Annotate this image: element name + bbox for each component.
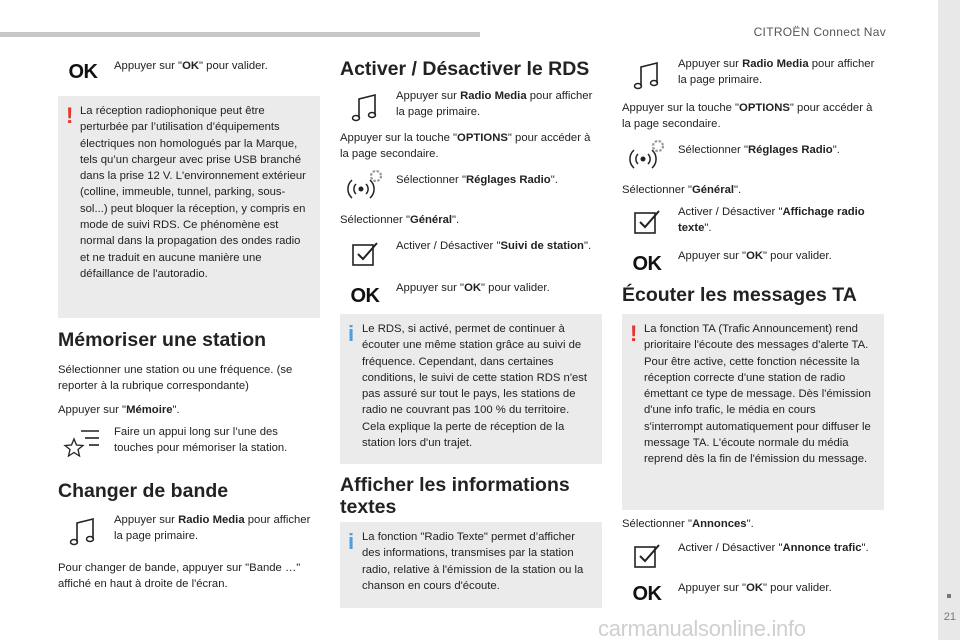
step-text: Activer / Désactiver "Annonce trafic". <box>678 542 869 554</box>
info-text: La fonction "Radio Texte" permet d’afficher des informations, transmises par la station radio, relative à l'émission de la station ou la chanson en cours d'écoute. <box>362 531 584 592</box>
step-text: Appuyer sur Radio Media pour afficher la page primaire. <box>678 58 875 86</box>
checkbox-icon <box>622 536 672 576</box>
paragraph: Pour changer de bande, appuyer sur "Bande …" affiché en haut à droite de l'écran. <box>58 562 301 590</box>
ok-icon: OK <box>68 60 98 83</box>
warning-note <box>58 96 320 318</box>
watermark: carmanualsonline.info <box>598 616 806 641</box>
step-text: Activer / Désactiver "Suivi de station". <box>396 240 592 252</box>
step-text: Appuyer sur Radio Media pour afficher la page primaire. <box>114 514 311 542</box>
warning-note <box>622 314 884 510</box>
step-text: Sélectionner "Réglages Radio". <box>678 144 840 156</box>
music-note-icon <box>58 512 108 552</box>
warning-icon: ! <box>630 321 638 346</box>
step-text: Appuyer sur "OK" pour valider. <box>678 250 832 262</box>
info-note <box>340 314 602 464</box>
page-marker <box>947 594 951 598</box>
section-title: Afficher les informations textes <box>340 474 570 518</box>
settings-radio-icon <box>622 136 672 176</box>
header-title: CITROËN Connect Nav <box>753 25 886 39</box>
checkbox-icon <box>340 234 390 274</box>
section-title: Changer de bande <box>58 480 229 502</box>
paragraph: Sélectionner "Général". <box>340 214 460 226</box>
warning-icon: ! <box>66 103 74 128</box>
page-number: 21 <box>943 611 956 623</box>
info-icon: i <box>348 529 355 554</box>
paragraph: Appuyer sur la touche "OPTIONS" pour accéder à la page secondaire. <box>340 132 591 160</box>
warning-text: La réception radiophonique peut être perturbée par l’utilisation d’équipements électriques non homologués par la Marque, tels qu’un chargeur avec prise USB branché dans la prise 12 V. L'environnement extérieur (colline, immeuble, tunnel, parking, sous-sol...) peut bloquer la réception, y compris en mode de suivi RDS. Ce phénomène est normal dans la propagation des ondes radio et ne traduit en aucune manière une défaillance de l'autoradio. <box>80 105 306 280</box>
paragraph: Appuyer sur la touche "OPTIONS" pour accéder à la page secondaire. <box>622 102 873 130</box>
section-title: Écouter les messages TA <box>622 284 857 306</box>
checkbox-icon <box>622 202 672 242</box>
paragraph: Sélectionner une station ou une fréquence. (se reporter à la rubrique correspondante) <box>58 364 293 392</box>
step-text: Faire un appui long sur l’une des touches pour mémoriser la station. <box>114 426 288 454</box>
music-note-icon <box>340 88 390 128</box>
paragraph: Sélectionner "Général". <box>622 184 742 196</box>
step-text: Appuyer sur "OK" pour valider. <box>396 282 550 294</box>
page-side-tab <box>938 0 960 640</box>
settings-radio-icon <box>340 166 390 206</box>
section-title: Activer / Désactiver le RDS <box>340 58 590 80</box>
step-text: Appuyer sur "OK" pour valider. <box>678 582 832 594</box>
paragraph: Appuyer sur "Mémoire". <box>58 404 180 416</box>
info-text: Le RDS, si activé, permet de continuer à écouter une même station grâce au suivi de fréquence. Cependant, dans certaines conditions, le suivi de cette station RDS n'est pas assuré sur tout le pays, les stations de radio ne couvrant pas 100 % du territoire. Cela explique la perte de réception de la station lors d'un trajet. <box>362 323 588 450</box>
ok-icon: OK <box>632 252 662 275</box>
step-text: Appuyer sur "OK" pour valider. <box>114 60 268 72</box>
ok-icon: OK <box>632 582 662 605</box>
step-text: Activer / Désactiver "Affichage radio texte". <box>678 206 865 234</box>
star-list-icon <box>58 424 108 464</box>
step-text: Sélectionner "Réglages Radio". <box>396 174 558 186</box>
ok-icon: OK <box>350 284 380 307</box>
header-rule <box>0 32 480 37</box>
music-note-icon <box>622 56 672 96</box>
info-note <box>340 522 602 608</box>
info-icon: i <box>348 321 355 346</box>
step-text: Appuyer sur Radio Media pour afficher la page primaire. <box>396 90 593 118</box>
paragraph: Sélectionner "Annonces". <box>622 518 754 530</box>
warning-text: La fonction TA (Trafic Announcement) rend prioritaire l'écoute des messages d'alerte TA. Pour être active, cette fonction nécessite la réception correcte d'une station de radio émettant ce type de message. Dès l'émission d'une info trafic, le média en cours s'interrompt automatiquement pour diffuser le message TA. L'écoute normale du média reprend dès la fin de l'émission du message. <box>644 323 871 466</box>
section-title: Mémoriser une station <box>58 329 267 351</box>
